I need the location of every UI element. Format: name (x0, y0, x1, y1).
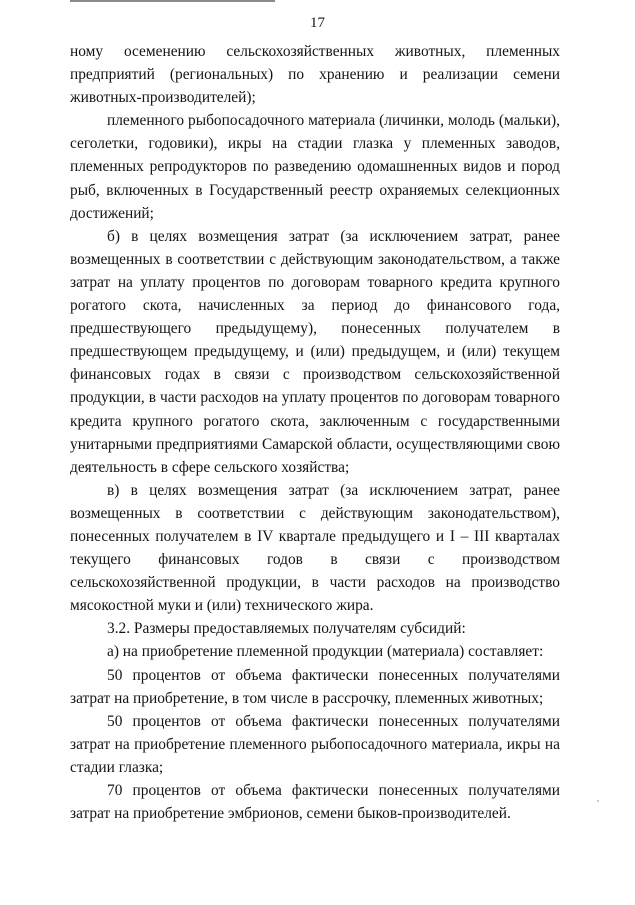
paragraph-50-percent-fish: 50 процентов от объема фактически понесенных получателями затрат на приобретение племенного рыбопосадочного материала, икры на стадии глазка; (70, 712, 560, 776)
paragraph-section-3-2: 3.2. Размеры предоставляемых получателям субсидий: (107, 620, 466, 638)
paragraph-item-b: б) в целях возмещения затрат (за исключением затрат, ранее возмещенных в соответствии с действующим законодательством, а также затрат на уплату процентов по договорам товарного кредита крупного рогатого скота, начисленных за период до финансового года, предшествующего предыдущему), понесенных получателем в предшествующем предыдущему, и (или) предыдущем, и (или) текущем финансовых годах в связи с производством сельскохозяйственной продукции, в части расходов на уплату процентов по договорам товарного кредита крупного рогатого скота, заключенным с государственными унитарными предприятиями Самарской области, осуществляющими свою деятельность в сфере сельского хозяйства; (70, 227, 560, 476)
document-body (70, 40, 560, 825)
top-edge-rule (70, 0, 275, 2)
paragraph-item-v: в) в целях возмещения затрат (за исключением затрат, ранее возмещенных в соответствии с действующим законодательством), понесенных получателем в IV квартале предыдущего и I – III кварталах текущего финансовых годов в связи с производством сельскохозяйственной продукции, в части расходов на производство мясокостной муки и (или) технического жира. (70, 481, 560, 615)
scan-speck (597, 800, 599, 802)
page-number: 17 (310, 15, 325, 31)
paragraph-70-percent-embryos: 70 процентов от объема фактически понесенных получателями затрат на приобретение эмбрионов, семени быков-производителей. (70, 782, 560, 823)
paragraph-continuation: ному осеменению сельскохозяйственных животных, племенных предприятий (региональных) по хранению и реализации семени животных-производителей); (70, 43, 560, 107)
paragraph-50-percent-animals: 50 процентов от объема фактически понесенных получателями затрат на приобретение, в том числе в рассрочку, племенных животных; (70, 666, 560, 707)
paragraph-fish-material: племенного рыбопосадочного материала (личинки, молодь (мальки), сеголетки, годовики), икры на стадии глазка у племенных заводов, племенных репродукторов по разведению одомашненных видов и пород рыб, включенных в Государственный реестр охраняемых селекционных достижений; (70, 112, 560, 222)
paragraph-item-a: а) на приобретение племенной продукции (материала) составляет: (107, 643, 544, 661)
